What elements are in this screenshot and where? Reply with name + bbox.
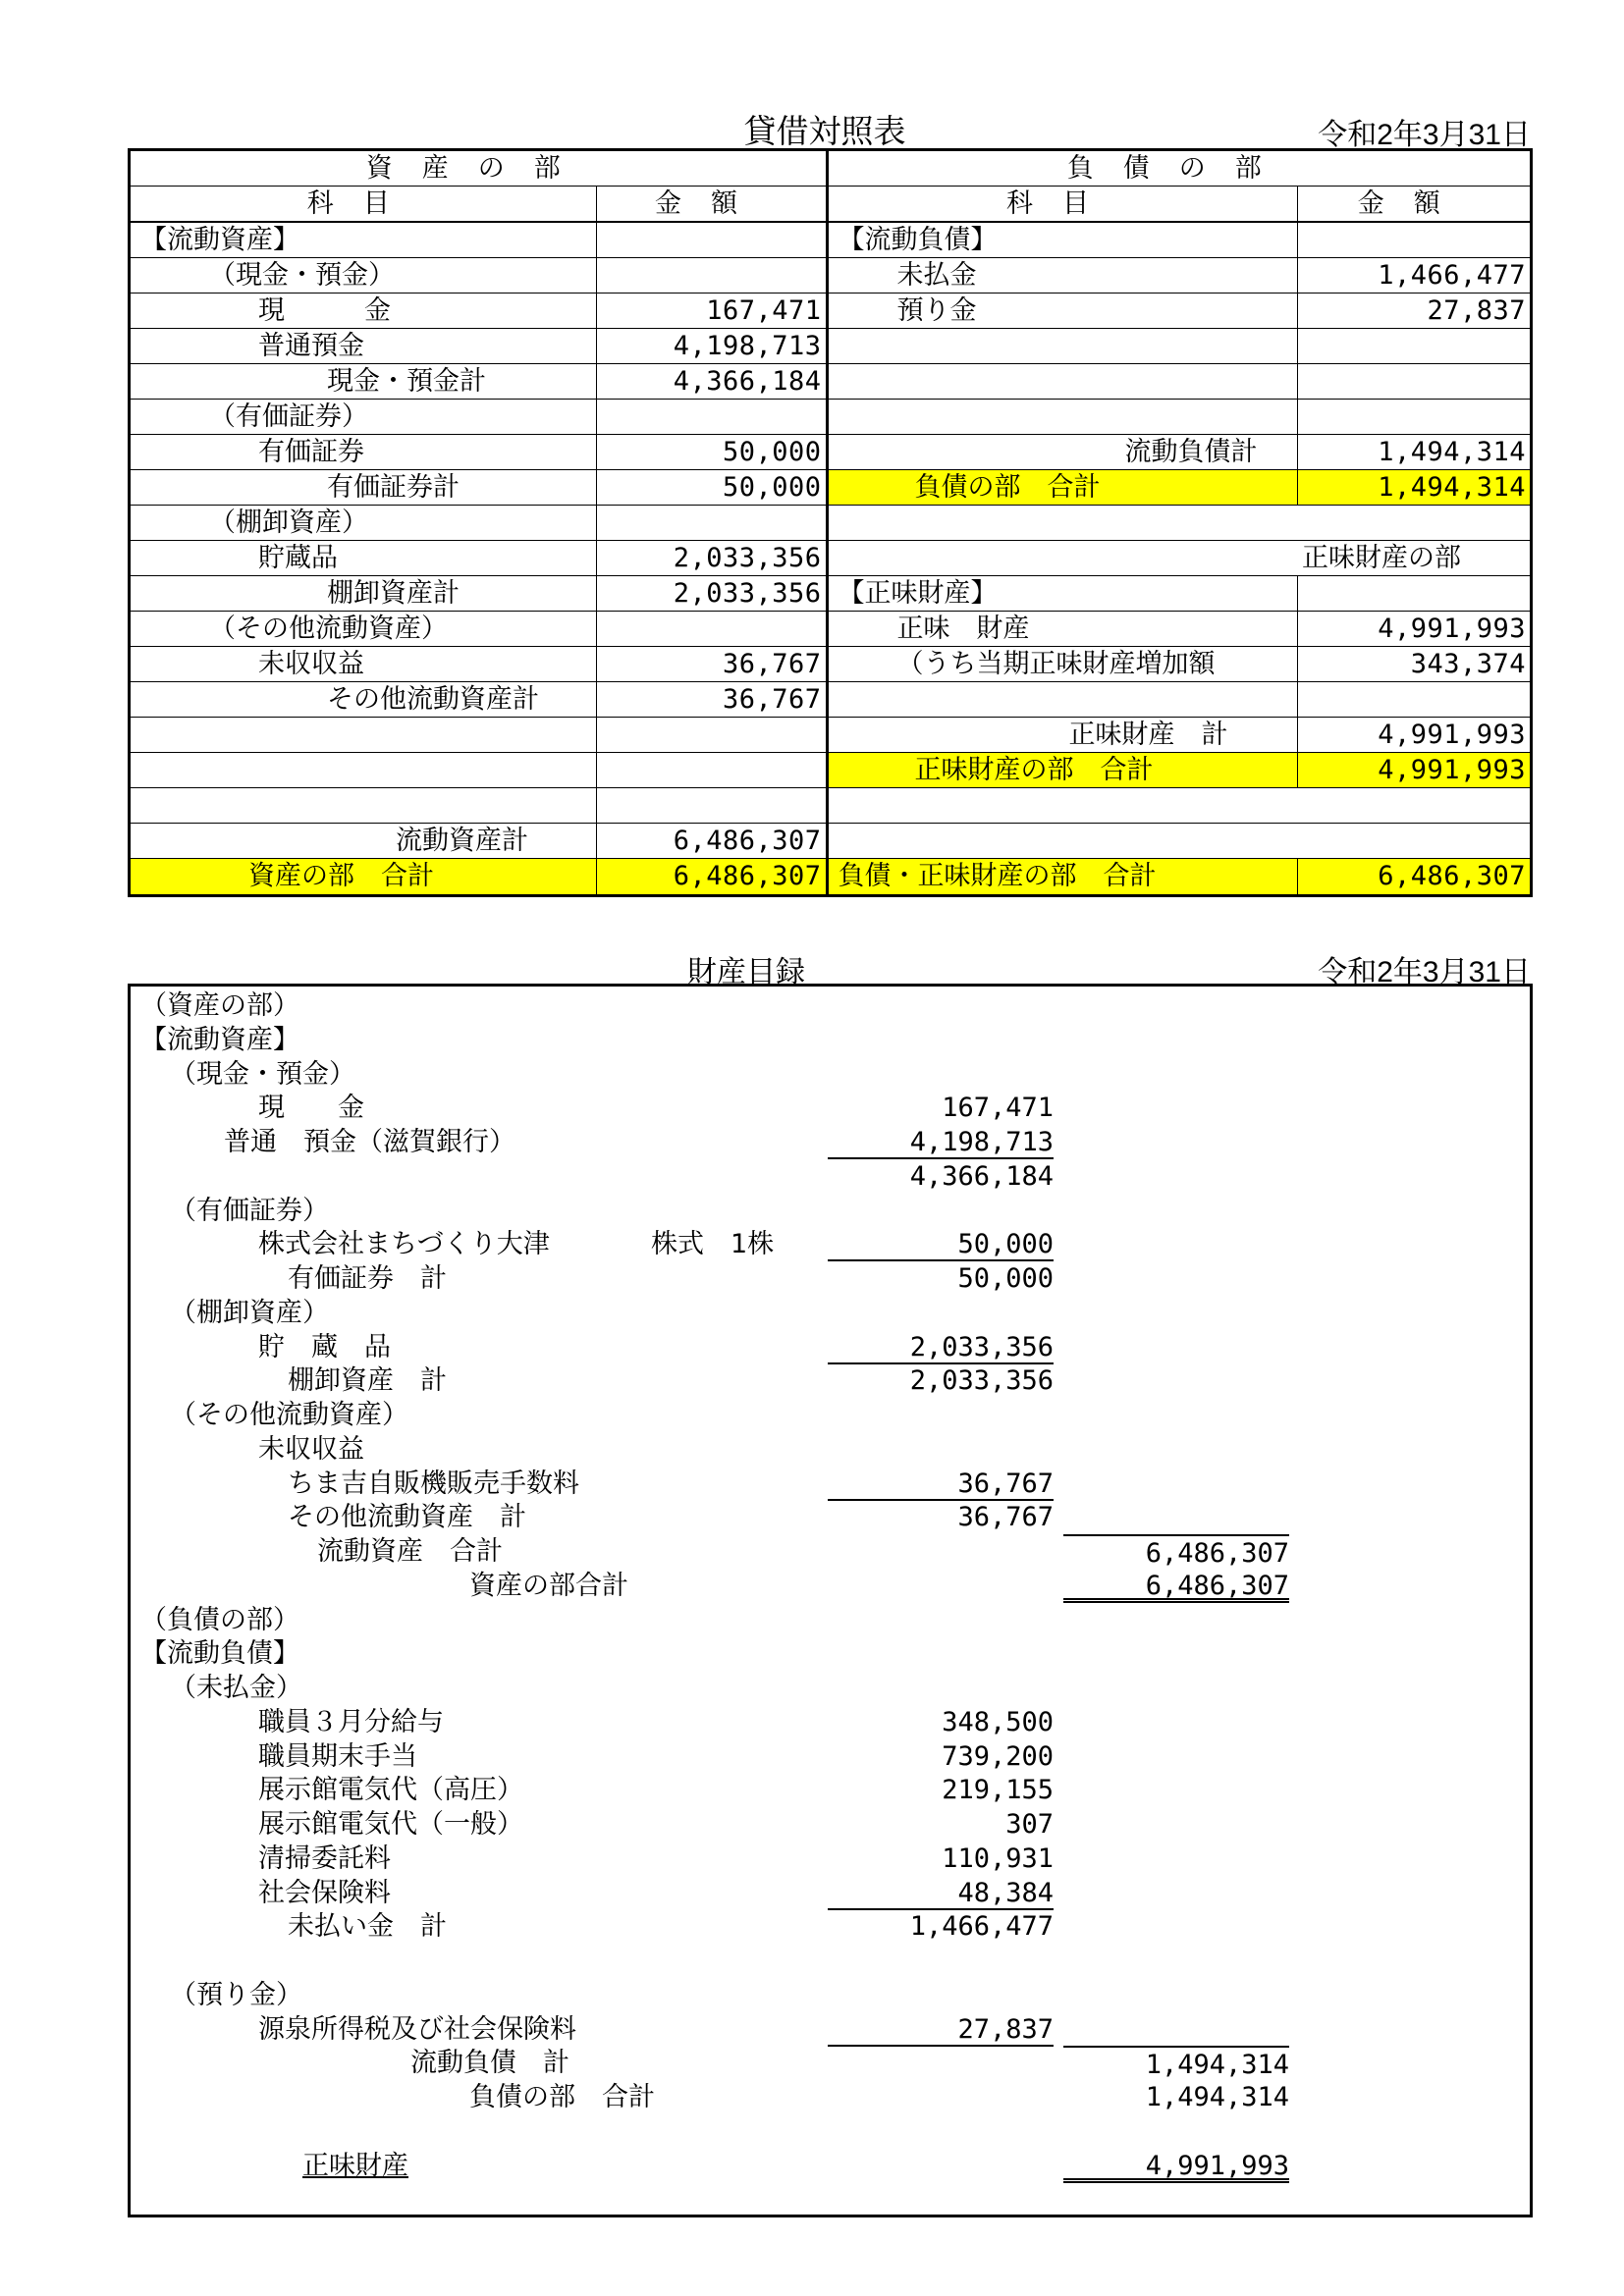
inventory-item-amount [828, 1603, 1054, 1635]
liability-item-label [827, 329, 1297, 364]
liability-item-label [827, 364, 1297, 400]
inventory-item-amount [828, 1671, 1054, 1703]
inventory-item-amount [828, 1432, 1054, 1465]
inventory-row [131, 1227, 1530, 1261]
inventory-item-label: 職員期末手当 [258, 1740, 417, 1772]
inventory-item-amount [828, 1296, 1054, 1328]
inventory-row [131, 1023, 1530, 1057]
asset-item-amount [596, 612, 827, 647]
inventory-row [131, 1534, 1530, 1569]
inventory-item-total: 6,486,307 [1063, 1534, 1289, 1569]
asset-item-amount [596, 506, 827, 541]
inventory-item-label: 資産の部合計 [469, 1570, 628, 1601]
asset-item-label: （現金・預金） [131, 258, 596, 294]
inventory-item-total [1063, 2114, 1289, 2147]
inventory-item-label: 【流動資産】 [140, 1024, 299, 1055]
inventory-item-amount: 36,767 [957, 1502, 1054, 1533]
inventory-row [131, 1500, 1530, 1534]
inventory-item-amount: 48,384 [828, 1876, 1054, 1910]
inventory-row [131, 1194, 1530, 1228]
inventory-item-total [1063, 1125, 1289, 1157]
balance-sheet-row [131, 682, 1530, 718]
asset-item-label: 有価証券 [131, 435, 596, 470]
inventory-row [131, 1842, 1530, 1876]
balance-sheet-row [131, 753, 1530, 788]
inventory-row [131, 2114, 1530, 2149]
inventory-row [131, 1467, 1530, 1501]
asset-item-amount [596, 258, 827, 294]
inventory-row [131, 1261, 1530, 1296]
inventory-item-total [1063, 1194, 1289, 1226]
inventory-item-total [1063, 2012, 1289, 2045]
liability-item-label [827, 788, 1530, 824]
inventory-item-amount [828, 2046, 1054, 2078]
balance-sheet-title: 貸借対照表 [743, 112, 906, 150]
asset-item-label: 現金・預金計 [131, 364, 596, 400]
balance-sheet-table [128, 148, 1533, 897]
inventory-item-total [1063, 1671, 1289, 1703]
inventory-row [131, 988, 1530, 1023]
inventory-item-label: 負債の部 合計 [469, 2082, 655, 2112]
inventory-row [131, 1909, 1530, 1944]
inventory-item-amount [828, 1534, 1054, 1567]
liability-item-label: 正味財産の部 [827, 541, 1530, 576]
asset-item-amount: 2,033,356 [596, 541, 827, 576]
inventory-row [131, 1159, 1530, 1194]
inventory-row [131, 1432, 1530, 1467]
inventory-item-amount: 219,155 [942, 1775, 1054, 1806]
liability-item-amount: 1,494,314 [1297, 435, 1530, 470]
inventory-item-label: 職員３月分給与 [258, 1706, 444, 1737]
inventory-item-label: 未払い金 計 [288, 1911, 447, 1943]
inventory-item-amount: 110,931 [942, 1842, 1054, 1874]
inventory-item-amount: 167,471 [942, 1093, 1054, 1124]
balance-sheet-row [131, 506, 1530, 541]
liability-item-amount: 4,991,993 [1297, 612, 1530, 647]
inventory-item-label: （棚卸資産） [170, 1297, 329, 1328]
inventory-item-total: 4,991,993 [1063, 2149, 1289, 2183]
inventory-row [131, 1739, 1530, 1774]
balance-sheet-row [131, 470, 1530, 506]
liabilities-amount-header: 金額 [1297, 187, 1530, 223]
inventory-box [128, 984, 1533, 2217]
inventory-item-label: 流動負債 計 [410, 2048, 569, 2079]
inventory-item-total: 1,494,314 [1063, 2046, 1289, 2080]
asset-item-amount: 6,486,307 [596, 824, 827, 859]
inventory-item-total [1063, 1023, 1289, 1055]
inventory-item-amount [828, 1569, 1054, 1601]
inventory-title: 財産目録 [687, 955, 805, 989]
asset-item-amount: 4,198,713 [596, 329, 827, 364]
inventory-item-label: 清掃委託料 [258, 1842, 391, 1874]
asset-item-amount: 50,000 [596, 470, 827, 506]
inventory-item-total [1063, 1159, 1289, 1192]
inventory-item-total [1063, 1978, 1289, 2010]
inventory-item-amount: 36,767 [828, 1467, 1054, 1501]
liability-item-amount: 1,466,477 [1297, 258, 1530, 294]
inventory-date: 令和2年3月31日 [1318, 956, 1531, 988]
inventory-item-total [1063, 1467, 1289, 1499]
liabilities-subject-header: 科目 [827, 187, 1297, 223]
inventory-item-note: 株式 1株 [651, 1229, 775, 1260]
liability-item-label: 預り金 [827, 294, 1297, 329]
liability-item-label: 正味 財産 [827, 612, 1297, 647]
inventory-item-total [1063, 1909, 1289, 1942]
inventory-item-total [1063, 1227, 1289, 1259]
liability-item-label [827, 824, 1530, 859]
inventory-item-total [1063, 1363, 1289, 1396]
inventory-item-amount [828, 1944, 1054, 1976]
inventory-row [131, 1296, 1530, 1330]
liability-item-label: 【流動負債】 [827, 222, 1297, 258]
liability-item-label: 正味財産の部 合計 [827, 753, 1297, 788]
inventory-row [131, 2012, 1530, 2047]
inventory-item-amount [828, 1194, 1054, 1226]
liability-item-amount: 6,486,307 [1297, 859, 1530, 894]
inventory-item-label: 源泉所得税及び社会保険料 [258, 2013, 576, 2045]
inventory-row [131, 2149, 1530, 2183]
liability-item-label: 正味財産 計 [827, 718, 1297, 753]
liability-item-label [827, 400, 1297, 435]
asset-item-label: （有価証券） [131, 400, 596, 435]
balance-sheet-row [131, 222, 1530, 258]
asset-item-label: 有価証券計 [131, 470, 596, 506]
inventory-item-total [1063, 1603, 1289, 1635]
asset-item-label: 【流動資産】 [131, 222, 596, 258]
inventory-item-total [1063, 1705, 1289, 1737]
inventory-item-label: 【流動負債】 [140, 1638, 299, 1670]
inventory-item-label: その他流動資産 計 [288, 1502, 526, 1533]
balance-sheet-row [131, 258, 1530, 294]
asset-item-label: 未収収益 [131, 647, 596, 682]
inventory-row [131, 2046, 1530, 2080]
inventory-item-amount: 2,033,356 [909, 1365, 1054, 1397]
inventory-item-amount [828, 1023, 1054, 1055]
asset-item-amount: 50,000 [596, 435, 827, 470]
inventory-item-total [1063, 1057, 1289, 1090]
inventory-item-label: 棚卸資産 計 [288, 1365, 447, 1397]
inventory-item-amount: 1,466,477 [909, 1911, 1054, 1943]
inventory-row [131, 1807, 1530, 1842]
liability-item-amount: 4,991,993 [1297, 718, 1530, 753]
inventory-item-total [1063, 1842, 1289, 1874]
inventory-item-amount: 50,000 [957, 1263, 1054, 1294]
asset-item-amount [596, 753, 827, 788]
inventory-item-amount [828, 1978, 1054, 2010]
inventory-item-total [1063, 1296, 1289, 1328]
asset-item-amount: 36,767 [596, 647, 827, 682]
inventory-item-amount: 739,200 [942, 1740, 1054, 1772]
inventory-item-amount [828, 2149, 1054, 2181]
assets-amount-header: 金額 [596, 187, 827, 223]
liability-item-label [827, 506, 1530, 541]
balance-sheet-row [131, 576, 1530, 612]
asset-item-label: 棚卸資産計 [131, 576, 596, 612]
inventory-item-total [1063, 1739, 1289, 1772]
liability-item-label: 負債・正味財産の部 合計 [827, 859, 1297, 894]
inventory-row [131, 1057, 1530, 1092]
liability-item-label: 流動負債計 [827, 435, 1297, 470]
balance-sheet-row [131, 788, 1530, 824]
inventory-row [131, 1569, 1530, 1603]
liability-item-amount: 343,374 [1297, 647, 1530, 682]
inventory-row [131, 1363, 1530, 1398]
inventory-row [131, 1091, 1530, 1125]
liabilities-section-header: 負債の部 [827, 151, 1530, 187]
inventory-row [131, 2080, 1530, 2114]
balance-sheet-row [131, 435, 1530, 470]
liability-item-amount [1297, 364, 1530, 400]
asset-item-label [131, 788, 596, 824]
asset-item-label: 流動資産計 [131, 824, 596, 859]
asset-item-label: 現 金 [131, 294, 596, 329]
inventory-item-total [1063, 1944, 1289, 1976]
balance-sheet-row [131, 824, 1530, 859]
assets-subject-header: 科目 [131, 187, 596, 223]
inventory-item-label: （負債の部） [140, 1604, 299, 1635]
inventory-item-label: （その他流動資産） [170, 1400, 408, 1430]
inventory-item-total [1063, 1500, 1289, 1532]
inventory-item-label: 流動資産 合計 [317, 1536, 503, 1567]
inventory-item-label: （資産の部） [140, 990, 299, 1021]
inventory-item-total [1063, 988, 1289, 1021]
inventory-item-total [1063, 1432, 1289, 1465]
inventory-item-label: （有価証券） [170, 1195, 329, 1226]
inventory-item-label: （預り金） [170, 1979, 302, 2010]
liability-item-label: 負債の部 合計 [827, 470, 1297, 506]
inventory-row [131, 1944, 1530, 1978]
liability-item-amount: 4,991,993 [1297, 753, 1530, 788]
inventory-item-label: 社会保険料 [258, 1877, 391, 1908]
inventory-item-amount: 27,837 [828, 2012, 1054, 2047]
inventory-item-total [1063, 1398, 1289, 1430]
inventory-item-label: （現金・預金） [170, 1058, 355, 1090]
balance-sheet-row [131, 859, 1530, 894]
asset-item-label: （その他流動資産） [131, 612, 596, 647]
asset-item-amount [596, 400, 827, 435]
inventory-row [131, 1603, 1530, 1637]
asset-item-label: （棚卸資産） [131, 506, 596, 541]
liability-item-amount [1297, 329, 1530, 364]
asset-item-label: 貯蔵品 [131, 541, 596, 576]
asset-item-amount [596, 718, 827, 753]
asset-item-amount: 36,767 [596, 682, 827, 718]
asset-item-amount [596, 788, 827, 824]
inventory-item-label: 普通 預金（滋賀銀行） [224, 1127, 515, 1157]
liability-item-amount [1297, 400, 1530, 435]
inventory-item-label: 株式会社まちづくり大津 [258, 1229, 550, 1260]
balance-sheet-row [131, 294, 1530, 329]
inventory-row [131, 1330, 1530, 1364]
inventory-item-label: 現 金 [258, 1093, 364, 1124]
inventory-row [131, 1978, 1530, 2012]
liability-item-label: 未払金 [827, 258, 1297, 294]
balance-sheet-row [131, 329, 1530, 364]
asset-item-amount: 4,366,184 [596, 364, 827, 400]
inventory-item-amount: 348,500 [942, 1706, 1054, 1737]
liability-item-amount [1297, 682, 1530, 718]
inventory-item-label: 未収収益 [258, 1433, 364, 1465]
inventory-row [131, 1705, 1530, 1739]
liability-item-label [827, 682, 1297, 718]
asset-item-label [131, 753, 596, 788]
inventory-row [131, 1773, 1530, 1807]
inventory-item-label: 有価証券 計 [288, 1263, 447, 1294]
asset-item-amount: 6,486,307 [596, 859, 827, 894]
inventory-item-label: 正味財産 [302, 2150, 408, 2181]
inventory-item-total [1063, 1807, 1289, 1840]
inventory-item-amount [828, 2080, 1054, 2112]
inventory-item-total [1063, 1330, 1289, 1362]
inventory-item-total: 6,486,307 [1063, 1569, 1289, 1603]
liability-item-amount [1297, 576, 1530, 612]
inventory-item-amount [828, 1398, 1054, 1430]
inventory-item-amount [828, 1636, 1054, 1669]
asset-item-label: その他流動資産計 [131, 682, 596, 718]
inventory-item-total: 1,494,314 [1145, 2082, 1289, 2112]
balance-sheet-row [131, 364, 1530, 400]
inventory-row [131, 1636, 1530, 1671]
liability-item-label: （うち当期正味財産増加額 [827, 647, 1297, 682]
asset-item-label: 普通預金 [131, 329, 596, 364]
balance-sheet-row [131, 541, 1530, 576]
inventory-item-amount: 307 [1005, 1809, 1054, 1840]
assets-section-header: 資産の部 [365, 153, 590, 185]
balance-sheet-date: 令和2年3月31日 [1318, 119, 1531, 151]
inventory-item-amount: 2,033,356 [828, 1330, 1054, 1364]
inventory-item-total [1063, 1773, 1289, 1805]
inventory-row [131, 1671, 1530, 1705]
inventory-item-amount [828, 1057, 1054, 1090]
inventory-item-label: 貯 蔵 品 [258, 1331, 391, 1362]
asset-item-amount [596, 222, 827, 258]
balance-sheet-row [131, 612, 1530, 647]
liability-item-label: 【正味財産】 [827, 576, 1297, 612]
inventory-item-amount: 50,000 [828, 1227, 1054, 1261]
asset-item-amount: 2,033,356 [596, 576, 827, 612]
inventory-row [131, 1876, 1530, 1910]
inventory-item-total [1063, 1091, 1289, 1123]
asset-item-label: 資産の部 合計 [131, 859, 596, 894]
inventory-item-total [1063, 1261, 1289, 1294]
inventory-item-amount: 4,198,713 [828, 1125, 1054, 1159]
inventory-item-label: ちま吉自販機販売手数料 [288, 1468, 579, 1499]
inventory-item-total [1063, 1636, 1289, 1669]
inventory-item-amount [828, 988, 1054, 1021]
inventory-item-label: （未払金） [170, 1673, 302, 1703]
inventory-row [131, 1125, 1530, 1159]
asset-item-amount: 167,471 [596, 294, 827, 329]
balance-sheet-row [131, 400, 1530, 435]
balance-sheet-row [131, 718, 1530, 753]
balance-sheet-row [131, 647, 1530, 682]
inventory-item-label: 展示館電気代（高圧） [258, 1775, 523, 1806]
inventory-item-label: 展示館電気代（一般） [258, 1809, 523, 1840]
liability-item-amount [1297, 222, 1530, 258]
inventory-item-amount: 4,366,184 [909, 1160, 1054, 1192]
asset-item-label [131, 718, 596, 753]
liability-item-amount: 1,494,314 [1297, 470, 1530, 506]
inventory-row [131, 1398, 1530, 1432]
inventory-item-amount [828, 2114, 1054, 2147]
liability-item-amount: 27,837 [1297, 294, 1530, 329]
inventory-item-total [1063, 1876, 1289, 1908]
